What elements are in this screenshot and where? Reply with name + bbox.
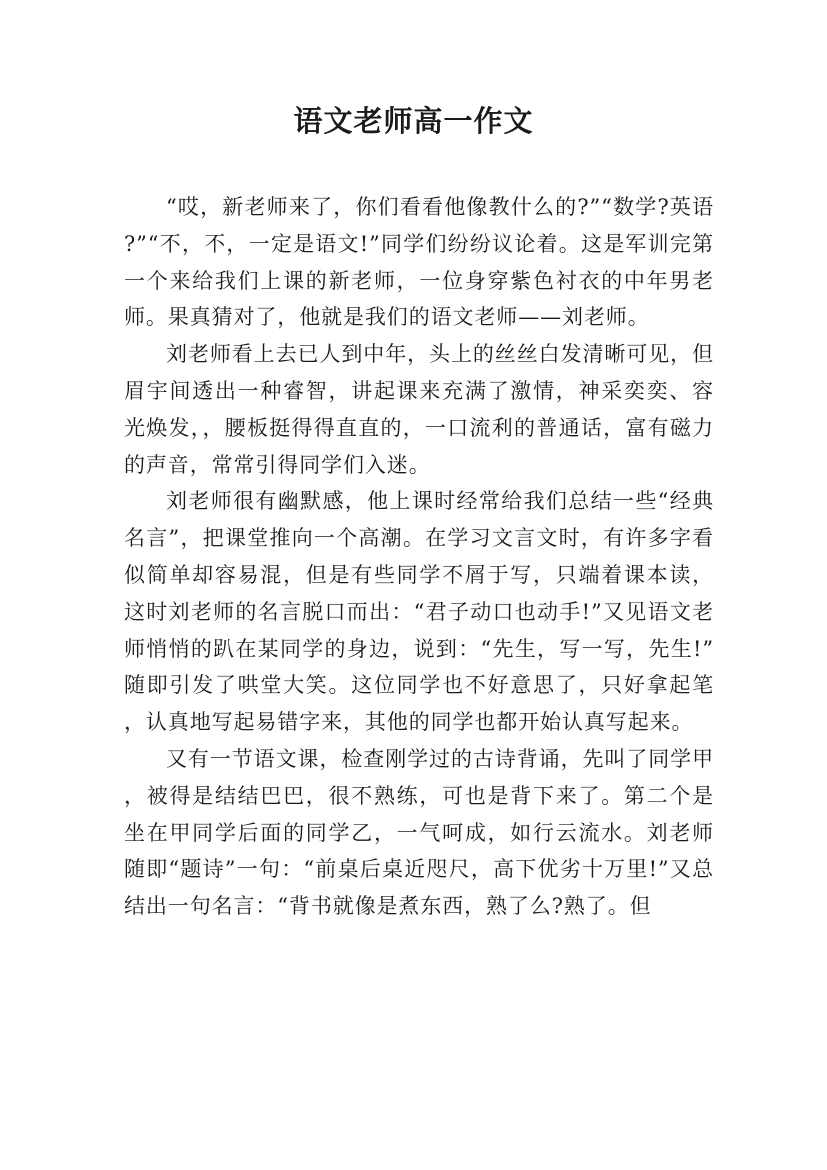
paragraph-4: 又有一节语文课，检查刚学过的古诗背诵，先叫了同学甲，被得是结结巴巴，很不熟练，可也是背下来了。第二个是坐在甲同学后面的同学乙，一气呵成，如行云流水。刘老师随即“题诗”一句：“前桌后桌近咫尺，高下优劣十万里!”又总结出一句名言：“背书就像是煮东西，熟了么?熟了。但 [124,746,714,919]
paragraph-2: 刘老师看上去已人到中年，头上的丝丝白发清晰可见，但眉宇间透出一种睿智，讲起课来充满了激情，神采奕奕、容光焕发，，腰板挺得得直直的，一口流利的普通话，富有磁力的声音，常常引得同学们入迷。 [124,342,714,477]
paragraph-3: 刘老师很有幽默感，他上课时经常给我们总结一些“经典名言”，把课堂推向一个高潮。在学习文言文时，有许多字看似简单却容易混，但是有些同学不屑于写，只端着课本读，这时刘老师的名言脱口而出：“君子动口也动手!”又见语文老师悄悄的趴在某同学的身边，说到：“先生，写一写，先生!”随即引发了哄堂大笑。这位同学也不好意思了，只好拿起笔，认真地写起易错字来，其他的同学也都开始认真写起来。 [124,489,714,735]
paragraph-1: “哎，新老师来了，你们看看他像教什么的?”“数学?英语?”“不，不，一定是语文!”同学们纷纷议论着。这是军训完第一个来给我们上课的新老师，一位身穿紫色衬衣的中年男老师。果真猜对了，他就是我们的语文老师——刘老师。 [124,195,714,330]
document-title: 语文老师高一作文 [293,104,534,138]
document-body [124,189,714,925]
